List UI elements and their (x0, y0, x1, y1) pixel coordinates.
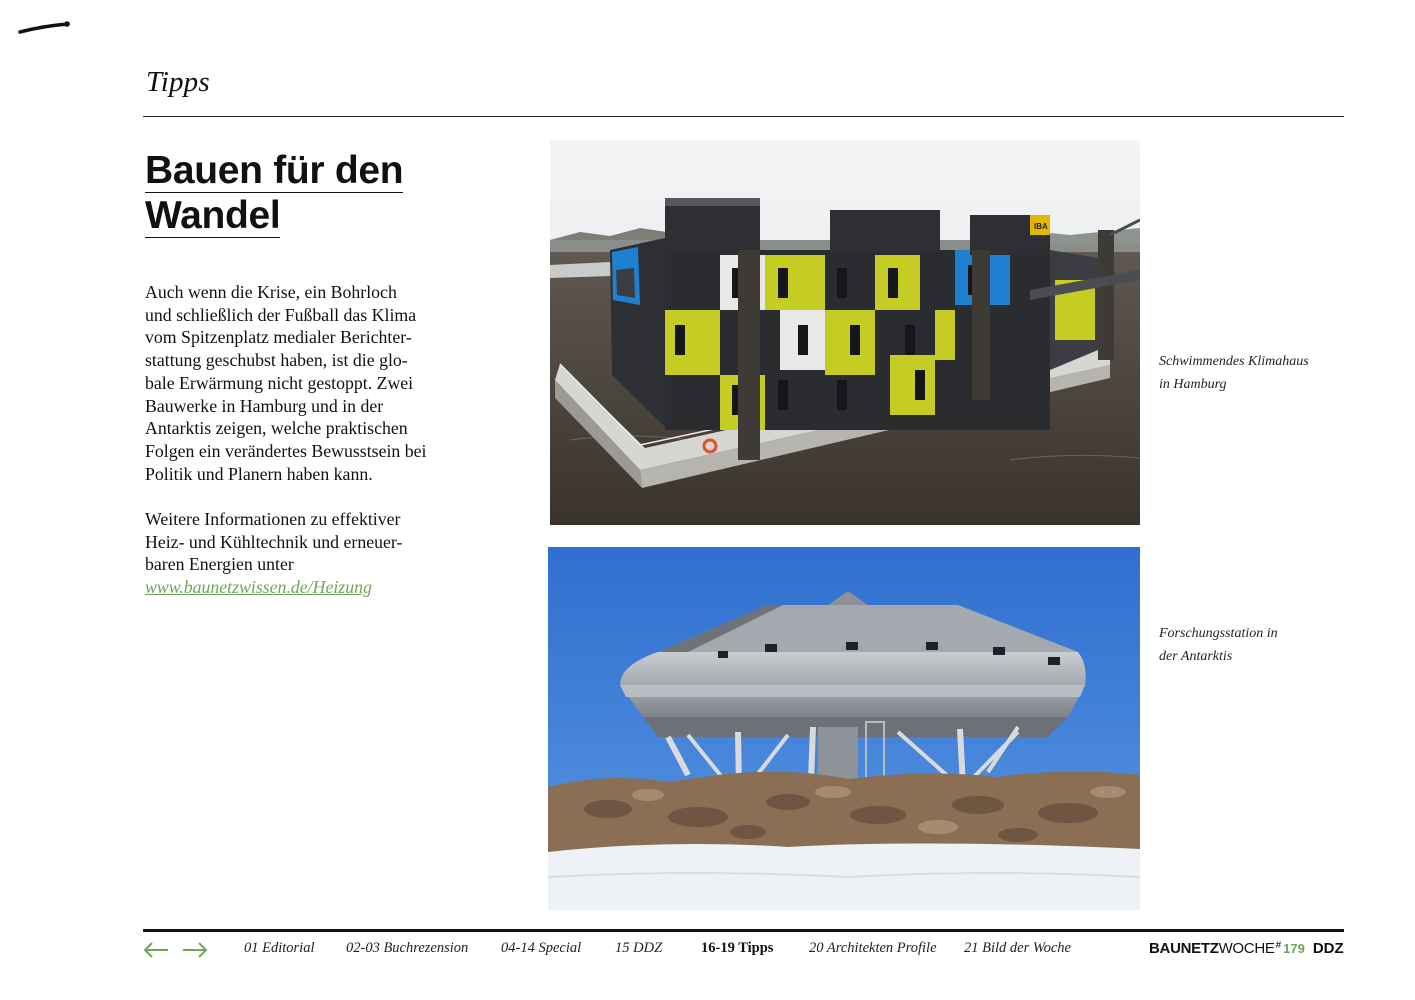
headline-line-1: Bauen für den (145, 149, 404, 192)
nav-architekten-profile[interactable]: 20 Architekten Profile (809, 940, 937, 956)
caption-line: der Antarktis (1159, 649, 1233, 664)
body-line: Bauwerke in Hamburg und in der (145, 395, 384, 416)
previous-page-arrow-icon[interactable] (142, 940, 170, 960)
brand-star: # (1275, 940, 1282, 951)
info-line: Weitere Informationen zu effektiver (145, 509, 401, 530)
info-paragraph (145, 508, 445, 599)
photo-forschungsstation-antarktis (548, 547, 1140, 910)
baunetzwissen-link[interactable]: www.baunetzwissen.de/Heizung (145, 577, 372, 598)
body-line: vom Spitzenplatz medialer Berichter- (145, 327, 412, 348)
header-rule (143, 116, 1344, 117)
body-line: und schließlich der Fußball das Klima (145, 304, 417, 325)
caption-klimahaus (1159, 350, 1349, 396)
brand-regular: WOCHE (1218, 940, 1275, 957)
baunetzwoche-brand[interactable] (1149, 940, 1344, 957)
footer-rule (143, 929, 1344, 932)
baunetz-logo-mark (18, 20, 72, 34)
caption-line: Schwimmendes Klimahaus (1159, 354, 1309, 369)
article-body (145, 281, 445, 599)
caption-forschungsstation (1159, 622, 1349, 668)
headline-line-2: Wandel (145, 194, 281, 237)
body-line: Politik und Planern haben kann. (145, 463, 373, 484)
body-line: Auch wenn die Krise, ein Bohrloch (145, 282, 397, 302)
nav-buchrezension[interactable]: 02-03 Buchrezension (346, 940, 469, 956)
caption-line: Forschungsstation in (1159, 626, 1278, 641)
nav-special[interactable]: 04-14 Special (501, 940, 582, 956)
info-line: baren Energien unter (145, 554, 294, 575)
body-line: Antarktis zeigen, welche praktischen (145, 418, 408, 439)
info-line: Heiz- und Kühltechnik und erneuer- (145, 531, 403, 552)
body-line: Folgen ein verändertes Bewusstsein bei (145, 440, 427, 461)
body-line: stattung geschubst haben, ist die glo- (145, 350, 408, 371)
intro-paragraph (145, 281, 445, 485)
nav-ddz[interactable]: 15 DDZ (615, 940, 663, 956)
ddz-label: DDZ (1312, 940, 1344, 957)
nav-editorial[interactable]: 01 Editorial (244, 940, 315, 956)
photo-klimahaus-hamburg (550, 140, 1140, 525)
body-line: bale Erwärmung nicht gestoppt. Zwei (145, 372, 414, 393)
brand-bold: BAUNETZ (1149, 940, 1219, 957)
nav-bild-der-woche[interactable]: 21 Bild der Woche (964, 940, 1071, 956)
caption-line: in Hamburg (1159, 377, 1227, 392)
station-illustration (548, 547, 1140, 910)
issue-number: 179 (1283, 941, 1305, 956)
next-page-arrow-icon[interactable] (181, 940, 209, 960)
klimahaus-illustration (550, 140, 1140, 525)
nav-tipps[interactable]: 16-19 Tipps (701, 940, 774, 956)
facade-sign: IBA (1034, 222, 1048, 231)
section-title: Tipps (146, 66, 210, 98)
article-headline (145, 148, 465, 238)
